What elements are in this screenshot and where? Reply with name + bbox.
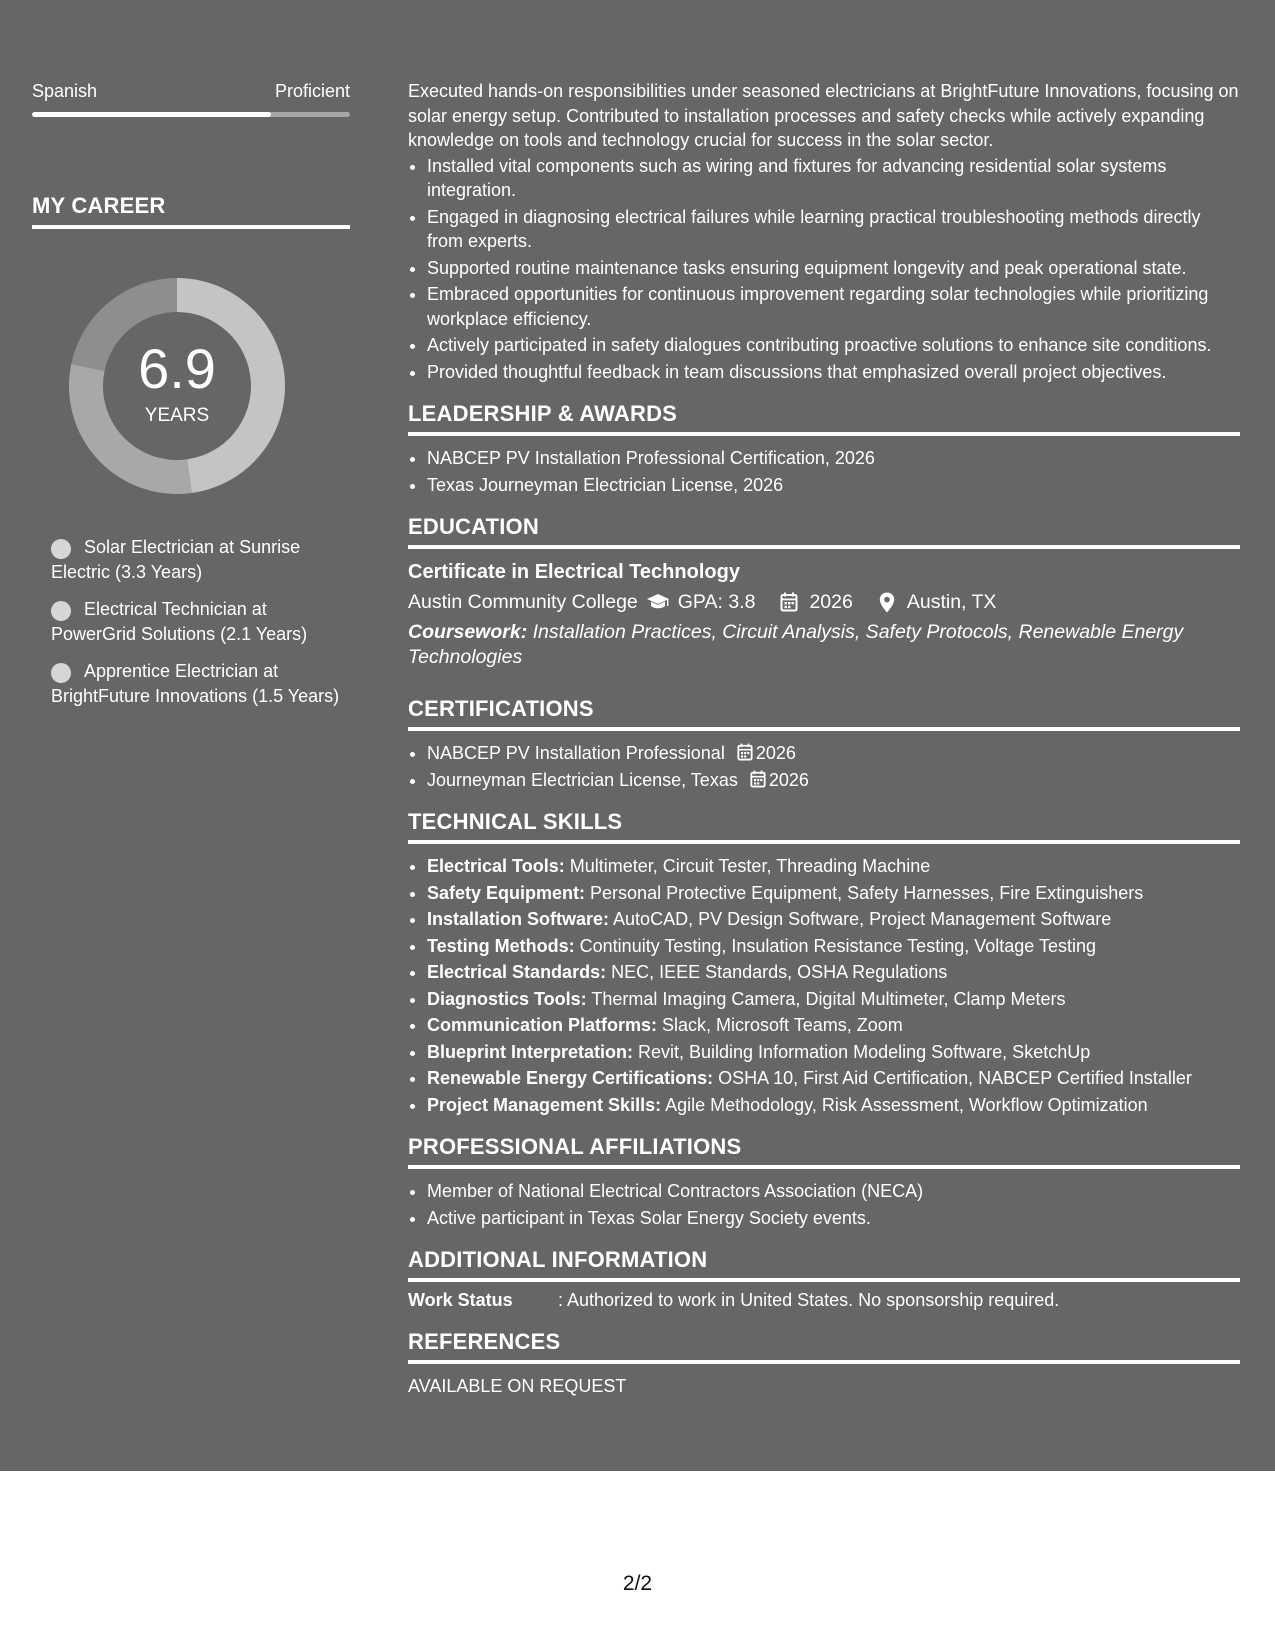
list-item: • Testing Methods: Continuity Testing, Insulation Resistance Testing, Voltage Testing [427,934,1240,959]
section-divider [408,1360,1240,1364]
affiliations-list [408,1179,1240,1230]
leadership-list [408,446,1240,497]
legend-item: Electrical Technician at PowerGrid Solutions (2.1 Years) [51,599,308,644]
language-proficiency-fill [32,112,271,117]
list-item: • Diagnostics Tools: Thermal Imaging Camera, Digital Multimeter, Clamp Meters [427,987,1240,1012]
experience-summary: Executed hands-on responsibilities under seasoned electricians at BrightFuture Innovations, focusing on solar energy setup. Contributed to installation processes and safety checks while actively expanding knowledge on tools and technology crucial for success in the solar sector. [408,81,1239,150]
list-item: • Electrical Standards: NEC, IEEE Standards, OSHA Regulations [427,960,1240,985]
calendar-icon [750,770,766,788]
legend-dot-icon [51,663,71,683]
location-pin-icon [875,591,899,613]
references-heading: REFERENCES [408,1328,561,1354]
total-years-value: 6.9 [138,337,216,400]
list-item: • Electrical Tools: Multimeter, Circuit Tester, Threading Machine [427,854,1240,879]
main-column [408,79,1240,1398]
list-item: • NABCEP PV Installation Professional 2026 [427,741,1240,766]
school-location: Austin, TX [906,591,997,613]
certifications-heading: CERTIFICATIONS [408,696,594,721]
list-item: • Provided thoughtful feedback in team discussions that emphasized overall project objectives. [427,360,1240,385]
certifications-list [408,741,1240,792]
career-donut-chart [62,271,292,501]
gpa-value: GPA: 3.8 [677,591,756,613]
work-status-row [408,1288,1240,1313]
calendar-icon [777,591,801,613]
list-item: • Supported routine maintenance tasks ensuring equipment longevity and peak operational state. [427,256,1240,281]
list-item: • Renewable Energy Certifications: OSHA 10, First Aid Certification, NABCEP Certified Installer [427,1066,1240,1091]
list-item: • Journeyman Electrician License, Texas 2026 [427,768,1240,793]
degree-name: Certificate in Electrical Technology [408,561,740,583]
list-item: • Member of National Electrical Contractors Association (NECA) [427,1179,1240,1204]
language-name: Spanish [32,81,98,101]
language-proficiency-bar [32,112,350,117]
skills-list [408,854,1240,1117]
leadership-heading: LEADERSHIP & AWARDS [408,401,678,426]
total-years-label: YEARS [144,405,210,426]
list-item: • Embraced opportunities for continuous improvement regarding solar technologies while prioritizing workplace efficiency. [427,282,1240,331]
sidebar [32,80,350,721]
education-meta [408,589,1240,615]
section-divider [408,727,1240,731]
list-item: • Installation Software: AutoCAD, PV Design Software, Project Management Software [427,907,1240,932]
list-item: • Project Management Skills: Agile Methodology, Risk Assessment, Workflow Optimization [427,1093,1240,1118]
skills-heading: TECHNICAL SKILLS [408,809,623,834]
language-level: Proficient [274,81,350,101]
list-item: • Communication Platforms: Slack, Microsoft Teams, Zoom [427,1013,1240,1038]
list-item: • Installed vital components such as wiring and fixtures for advancing residential solar systems integration. [427,154,1240,203]
section-divider [408,545,1240,549]
list-item: • NABCEP PV Installation Professional Certification, 2026 [427,446,1240,471]
list-item: • Active participant in Texas Solar Energy Society events. [427,1206,1240,1231]
section-divider [408,1278,1240,1282]
calendar-icon [737,743,753,761]
list-item: • Blueprint Interpretation: Revit, Building Information Modeling Software, SketchUp [427,1040,1240,1065]
page-number: 2/2 [622,1572,653,1595]
work-status-value: : Authorized to work in United States. No sponsorship required. [558,1290,1060,1310]
additional-info-heading: ADDITIONAL INFORMATION [408,1247,708,1272]
section-divider [408,432,1240,436]
work-status-label: Work Status [408,1290,513,1310]
career-legend [51,535,350,708]
references-text: AVAILABLE ON REQUEST [408,1375,627,1396]
legend-dot-icon [51,539,71,559]
legend-item: Solar Electrician at Sunrise Electric (3.3 Years) [51,537,301,582]
list-item: • Actively participated in safety dialogues contributing proactive solutions to enhance site conditions. [427,333,1240,358]
section-divider [408,1165,1240,1169]
experience-bullets [408,154,1240,385]
career-heading: MY CAREER [32,193,166,218]
list-item: • Engaged in diagnosing electrical failures while learning practical troubleshooting methods directly from experts. [427,205,1240,254]
legend-dot-icon [51,601,71,621]
coursework: Coursework: Installation Practices, Circuit Analysis, Safety Protocols, Renewable Energy Technologies [408,621,1184,668]
career-divider [32,225,350,229]
list-item: • Texas Journeyman Electrician License, 2026 [427,473,1240,498]
graduation-year: 2026 [809,591,853,613]
list-item: • Safety Equipment: Personal Protective Equipment, Safety Harnesses, Fire Extinguishers [427,881,1240,906]
graduation-cap-icon [646,591,670,613]
school-name: Austin Community College [408,591,638,613]
section-divider [408,840,1240,844]
language-row [32,80,350,102]
affiliations-heading: PROFESSIONAL AFFILIATIONS [408,1134,742,1159]
legend-item: Apprentice Electrician at BrightFuture Innovations (1.5 Years) [51,661,340,706]
education-heading: EDUCATION [408,514,539,539]
